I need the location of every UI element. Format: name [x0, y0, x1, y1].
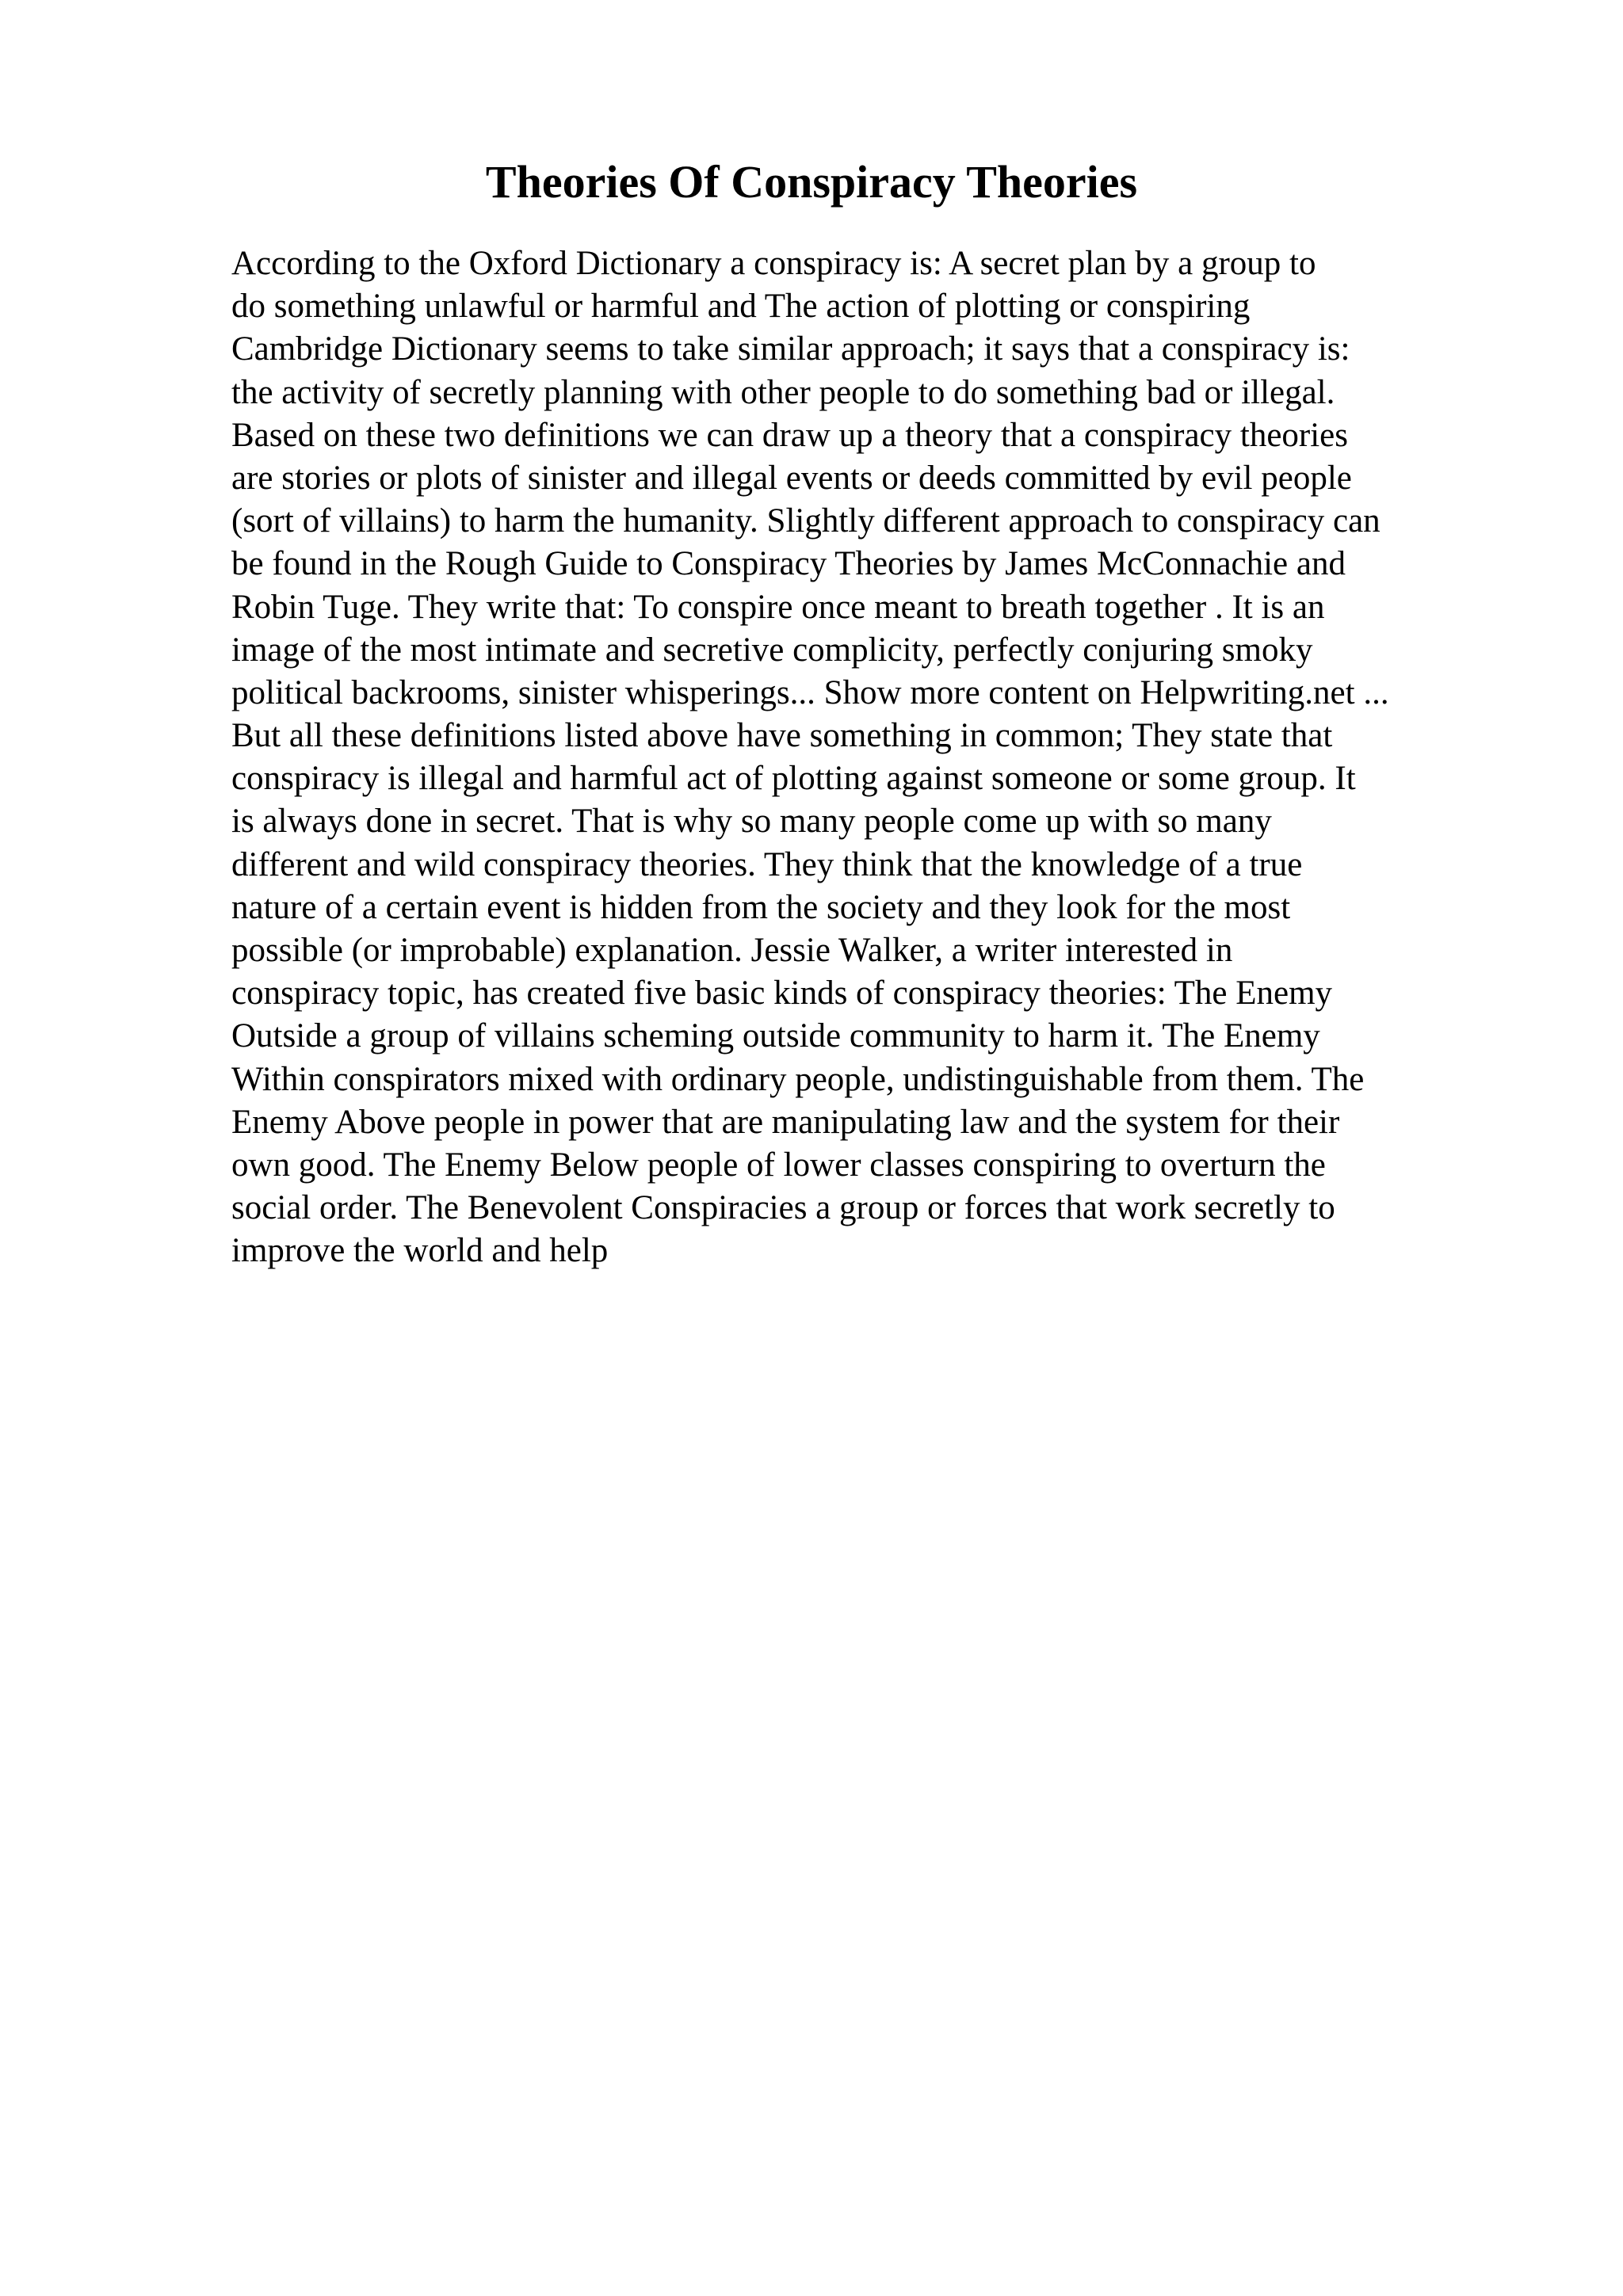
body-line: possible (or improbable) explanation. Jessie Walker, a writer interested in [231, 932, 1233, 969]
body-line: own good. The Enemy Below people of lower classes conspiring to overturn the [231, 1146, 1326, 1184]
body-line: Robin Tuge. They write that: To conspire once meant to breath together . It is an [231, 588, 1325, 626]
document-title: Theories Of Conspiracy Theories [485, 156, 1138, 208]
body-line: the activity of secretly planning with other people to do something bad or illegal. [231, 373, 1335, 411]
body-line: nature of a certain event is hidden from the society and they look for the most [231, 888, 1291, 926]
body-line: Within conspirators mixed with ordinary people, undistinguishable from them. The [231, 1060, 1365, 1098]
body-line: are stories or plots of sinister and illegal events or deeds committed by evil people [231, 459, 1352, 497]
body-line: But all these definitions listed above have something in common; They state that [231, 717, 1333, 755]
body-line: image of the most intimate and secretive complicity, perfectly conjuring smoky [231, 631, 1313, 669]
body-line: Enemy Above people in power that are manipulating law and the system for their [231, 1103, 1340, 1141]
body-line: According to the Oxford Dictionary a conspiracy is: A secret plan by a group to [231, 245, 1316, 282]
body-line: improve the world and help [231, 1232, 609, 1270]
body-line: is always done in secret. That is why so many people come up with so many [231, 803, 1272, 841]
body-line: be found in the Rough Guide to Conspiracy Theories by James McConnachie and [231, 545, 1346, 583]
body-line: Cambridge Dictionary seems to take similar approach; it says that a conspiracy is: [231, 330, 1350, 368]
body-line: conspiracy is illegal and harmful act of plotting against someone or some group. It [231, 760, 1356, 798]
document-body [231, 242, 1499, 1273]
body-line: (sort of villains) to harm the humanity. Slightly different approach to conspiracy can [231, 502, 1381, 540]
body-line: Based on these two definitions we can draw up a theory that a conspiracy theories [231, 416, 1349, 454]
body-line: conspiracy topic, has created five basic kinds of conspiracy theories: The Enemy [231, 974, 1333, 1013]
body-line: different and wild conspiracy theories. They think that the knowledge of a true [231, 845, 1303, 883]
body-line: social order. The Benevolent Conspiracies a group or forces that work secretly to [231, 1189, 1335, 1227]
body-line: do something unlawful or harmful and The action of plotting or conspiring [231, 288, 1251, 326]
body-line: Outside a group of villains scheming outside community to harm it. The Enemy [231, 1017, 1320, 1055]
body-line: political backrooms, sinister whisperings... Show more content on Helpwriting.net ... [231, 673, 1389, 711]
